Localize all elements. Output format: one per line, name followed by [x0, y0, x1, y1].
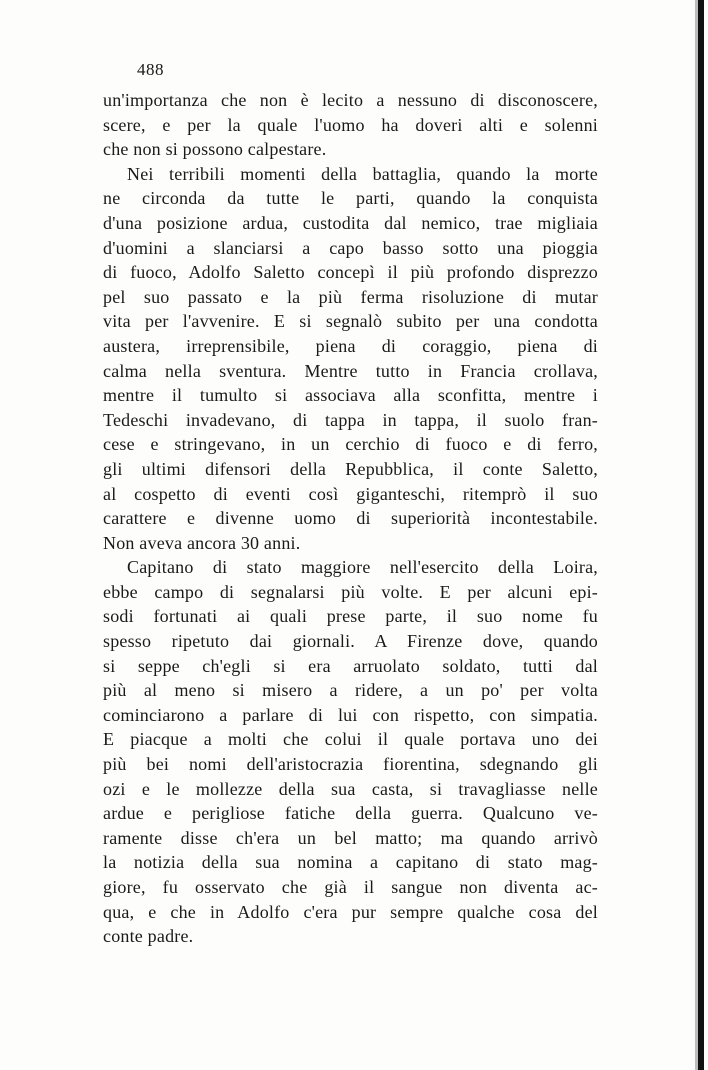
text-line: spesso ripetuto dai giornali. A Firenze dove, quando — [103, 631, 598, 652]
text-line: qua, e che in Adolfo c'era pur sempre qualche cosa del — [103, 901, 598, 922]
text-line: carattere e divenne uomo di superiorità incontestabile. — [103, 508, 598, 529]
text-line: cese e stringevano, in un cerchio di fuoco e di ferro, — [103, 434, 598, 455]
body-text — [103, 88, 598, 949]
text-line: austera, irreprensibile, piena di coraggio, piena di — [103, 335, 598, 356]
text-line: giore, fu osservato che già il sangue non diventa ac- — [103, 877, 598, 897]
text-line: vita per l'avvenire. E si segnalò subito per una condotta — [103, 311, 598, 332]
text-line: conte padre. — [103, 926, 194, 947]
text-line: un'importanza che non è lecito a nessuno di disconoscere, — [103, 90, 598, 110]
text-line: Non aveva ancora 30 anni. — [103, 532, 301, 553]
text-line: la notizia della sua nomina a capitano di stato mag- — [103, 852, 598, 873]
text-line: di fuoco, Adolfo Saletto concepì il più profondo disprezzo — [103, 262, 598, 283]
text-line: mentre il tumulto si associava alla sconfitta, mentre i — [103, 385, 598, 406]
text-line: cominciarono a parlare di lui con rispetto, con simpatia. — [103, 704, 598, 725]
text-line: scere, e per la quale l'uomo ha doveri alti e solenni — [103, 114, 598, 135]
text-line: più al meno si misero a ridere, a un po' per volta — [103, 680, 598, 701]
text-line: d'uomini a slanciarsi a capo basso sotto una pioggia — [103, 237, 598, 258]
text-line: E piacque a molti che colui il quale portava uno dei — [103, 729, 598, 750]
text-line: ne circonda da tutte le parti, quando la conquista — [103, 188, 598, 209]
text-line: al cospetto di eventi così giganteschi, ritemprò il suo — [103, 483, 598, 504]
text-line: che non si possono calpestare. — [103, 139, 327, 160]
text-line: si seppe ch'egli si era arruolato soldato, tutti dal — [103, 655, 598, 676]
text-line: Tedeschi invadevano, di tappa in tappa, il suolo fran- — [103, 409, 598, 430]
text-line: calma nella sventura. Mentre tutto in Francia crollava, — [103, 360, 598, 381]
text-line: ardue e perigliose fatiche della guerra. Qualcuno ve- — [103, 803, 598, 824]
text-line: gli ultimi difensori della Repubblica, il conte Saletto, — [103, 458, 598, 479]
text-line: ozi e le mollezze della sua casta, si travagliasse nelle — [103, 778, 598, 799]
text-line: pel suo passato e la più ferma risoluzione di mutar — [103, 286, 598, 307]
page-binding-edge — [698, 0, 704, 1070]
text-line: ebbe campo di segnalarsi più volte. E per alcuni epi- — [103, 581, 598, 602]
text-line: d'una posizione ardua, custodita dal nemico, trae migliaia — [103, 212, 598, 233]
text-line: Capitano di stato maggiore nell'esercito della Loira, — [127, 557, 598, 578]
text-line: ramente disse ch'era un bel matto; ma quando arrivò — [103, 827, 598, 848]
page-number: 488 — [137, 60, 164, 79]
text-line: più bei nomi dell'aristocrazia fiorentina, sdegnando gli — [103, 754, 598, 775]
text-line: sodi fortunati ai quali prese parte, il suo nome fu — [103, 606, 598, 627]
text-line: Nei terribili momenti della battaglia, quando la morte — [127, 163, 598, 184]
